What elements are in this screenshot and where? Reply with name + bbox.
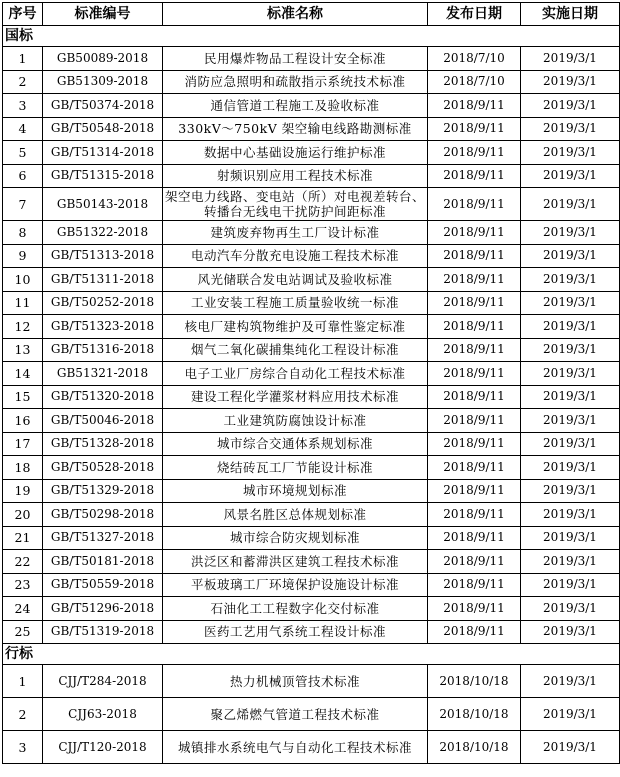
row-number: 9 xyxy=(3,244,43,268)
header-effective-date: 实施日期 xyxy=(521,3,620,26)
publish-date: 2018/9/11 xyxy=(428,385,521,409)
effective-date: 2019/3/1 xyxy=(521,573,620,597)
standard-code: GB/T50559-2018 xyxy=(43,573,163,597)
publish-date: 2018/9/11 xyxy=(428,268,521,292)
header-code: 标准编号 xyxy=(43,3,163,26)
publish-date: 2018/9/11 xyxy=(428,503,521,527)
publish-date: 2018/9/11 xyxy=(428,362,521,386)
publish-date: 2018/9/11 xyxy=(428,188,521,221)
effective-date: 2019/3/1 xyxy=(521,188,620,221)
publish-date: 2018/10/18 xyxy=(428,665,521,698)
table-row xyxy=(3,117,620,141)
publish-date: 2018/9/11 xyxy=(428,338,521,362)
effective-date: 2019/3/1 xyxy=(521,362,620,386)
effective-date: 2019/3/1 xyxy=(521,70,620,94)
row-number: 17 xyxy=(3,432,43,456)
standard-name: 通信管道工程施工及验收标准 xyxy=(163,94,428,118)
standard-name: 风光储联合发电站调试及验收标准 xyxy=(163,268,428,292)
standard-name: 城市环境规划标准 xyxy=(163,479,428,503)
standard-code: GB/T51296-2018 xyxy=(43,597,163,621)
row-number: 11 xyxy=(3,291,43,315)
standard-code: GB/T51327-2018 xyxy=(43,526,163,550)
row-number: 2 xyxy=(3,698,43,731)
row-number: 21 xyxy=(3,526,43,550)
standard-name: 架空电力线路、变电站（所）对电视差转台、转播台无线电干扰防护间距标准 xyxy=(163,188,428,221)
header-no: 序号 xyxy=(3,3,43,26)
table-row xyxy=(3,731,620,764)
publish-date: 2018/9/11 xyxy=(428,315,521,339)
standard-code: GB/T51319-2018 xyxy=(43,620,163,644)
standard-name: 射频识别应用工程技术标准 xyxy=(163,164,428,188)
row-number: 16 xyxy=(3,409,43,433)
row-number: 3 xyxy=(3,94,43,118)
table-row xyxy=(3,338,620,362)
standard-name: 聚乙烯燃气管道工程技术标准 xyxy=(163,698,428,731)
publish-date: 2018/10/18 xyxy=(428,698,521,731)
standard-name: 工业安装工程施工质量验收统一标准 xyxy=(163,291,428,315)
standard-name: 洪泛区和蓄滞洪区建筑工程技术标准 xyxy=(163,550,428,574)
table-row xyxy=(3,47,620,71)
effective-date: 2019/3/1 xyxy=(521,315,620,339)
table-row xyxy=(3,573,620,597)
effective-date: 2019/3/1 xyxy=(521,164,620,188)
standard-name: 城市综合防灾规划标准 xyxy=(163,526,428,550)
effective-date: 2019/3/1 xyxy=(521,409,620,433)
section-row xyxy=(3,644,620,665)
standard-name: 烟气二氧化碳捕集纯化工程设计标准 xyxy=(163,338,428,362)
table-row xyxy=(3,164,620,188)
standard-name: 330kV～750kV 架空输电线路勘测标准 xyxy=(163,117,428,141)
standard-name: 电动汽车分散充电设施工程技术标准 xyxy=(163,244,428,268)
table-row xyxy=(3,526,620,550)
effective-date: 2019/3/1 xyxy=(521,503,620,527)
row-number: 6 xyxy=(3,164,43,188)
section-row xyxy=(3,26,620,47)
section-title: 国标 xyxy=(3,26,620,47)
row-number: 1 xyxy=(3,665,43,698)
effective-date: 2019/3/1 xyxy=(521,268,620,292)
row-number: 10 xyxy=(3,268,43,292)
standard-code: GB/T50298-2018 xyxy=(43,503,163,527)
row-number: 24 xyxy=(3,597,43,621)
standard-code: GB/T51316-2018 xyxy=(43,338,163,362)
standard-code: GB51309-2018 xyxy=(43,70,163,94)
standard-name: 城镇排水系统电气与自动化工程技术标准 xyxy=(163,731,428,764)
row-number: 25 xyxy=(3,620,43,644)
publish-date: 2018/9/11 xyxy=(428,526,521,550)
publish-date: 2018/9/11 xyxy=(428,94,521,118)
table-row xyxy=(3,315,620,339)
row-number: 22 xyxy=(3,550,43,574)
table-body xyxy=(3,26,620,764)
effective-date: 2019/3/1 xyxy=(521,620,620,644)
standard-name: 核电厂建构筑物维护及可靠性鉴定标准 xyxy=(163,315,428,339)
table-row xyxy=(3,409,620,433)
row-number: 23 xyxy=(3,573,43,597)
standard-code: GB/T51320-2018 xyxy=(43,385,163,409)
publish-date: 2018/9/11 xyxy=(428,573,521,597)
standard-name: 城市综合交通体系规划标准 xyxy=(163,432,428,456)
publish-date: 2018/9/11 xyxy=(428,456,521,480)
effective-date: 2019/3/1 xyxy=(521,385,620,409)
standard-name: 平板玻璃工厂环境保护设施设计标准 xyxy=(163,573,428,597)
table-row xyxy=(3,70,620,94)
row-number: 20 xyxy=(3,503,43,527)
publish-date: 2018/9/11 xyxy=(428,550,521,574)
standard-code: GB/T50374-2018 xyxy=(43,94,163,118)
standard-code: CJJ/T120-2018 xyxy=(43,731,163,764)
table-row xyxy=(3,221,620,245)
table-row xyxy=(3,141,620,165)
effective-date: 2019/3/1 xyxy=(521,526,620,550)
standard-code: GB/T50548-2018 xyxy=(43,117,163,141)
publish-date: 2018/9/11 xyxy=(428,479,521,503)
standard-code: GB/T51328-2018 xyxy=(43,432,163,456)
row-number: 2 xyxy=(3,70,43,94)
publish-date: 2018/10/18 xyxy=(428,731,521,764)
publish-date: 2018/9/11 xyxy=(428,164,521,188)
publish-date: 2018/9/11 xyxy=(428,221,521,245)
row-number: 14 xyxy=(3,362,43,386)
standard-name: 电子工业厂房综合自动化工程技术标准 xyxy=(163,362,428,386)
table-row xyxy=(3,665,620,698)
table-row xyxy=(3,385,620,409)
publish-date: 2018/7/10 xyxy=(428,47,521,71)
standard-code: CJJ/T284-2018 xyxy=(43,665,163,698)
row-number: 15 xyxy=(3,385,43,409)
standard-name: 烧结砖瓦工厂节能设计标准 xyxy=(163,456,428,480)
standard-code: GB/T51314-2018 xyxy=(43,141,163,165)
effective-date: 2019/3/1 xyxy=(521,94,620,118)
publish-date: 2018/7/10 xyxy=(428,70,521,94)
table-row xyxy=(3,698,620,731)
effective-date: 2019/3/1 xyxy=(521,550,620,574)
standard-code: GB/T50528-2018 xyxy=(43,456,163,480)
header-publish-date: 发布日期 xyxy=(428,3,521,26)
standard-code: GB50089-2018 xyxy=(43,47,163,71)
row-number: 19 xyxy=(3,479,43,503)
table-row xyxy=(3,268,620,292)
header-row xyxy=(3,3,620,26)
effective-date: 2019/3/1 xyxy=(521,221,620,245)
row-number: 7 xyxy=(3,188,43,221)
row-number: 13 xyxy=(3,338,43,362)
table-row xyxy=(3,291,620,315)
publish-date: 2018/9/11 xyxy=(428,291,521,315)
row-number: 18 xyxy=(3,456,43,480)
standard-name: 数据中心基础设施运行维护标准 xyxy=(163,141,428,165)
section-title: 行标 xyxy=(3,644,620,665)
standard-name: 石油化工工程数字化交付标准 xyxy=(163,597,428,621)
table-row xyxy=(3,620,620,644)
table-row xyxy=(3,432,620,456)
effective-date: 2019/3/1 xyxy=(521,698,620,731)
row-number: 12 xyxy=(3,315,43,339)
row-number: 3 xyxy=(3,731,43,764)
effective-date: 2019/3/1 xyxy=(521,117,620,141)
effective-date: 2019/3/1 xyxy=(521,291,620,315)
table-row xyxy=(3,362,620,386)
standard-code: GB51321-2018 xyxy=(43,362,163,386)
standard-code: GB/T50252-2018 xyxy=(43,291,163,315)
standard-code: GB50143-2018 xyxy=(43,188,163,221)
publish-date: 2018/9/11 xyxy=(428,597,521,621)
table-row xyxy=(3,550,620,574)
standard-name: 消防应急照明和疏散指示系统技术标准 xyxy=(163,70,428,94)
effective-date: 2019/3/1 xyxy=(521,47,620,71)
table-row xyxy=(3,597,620,621)
effective-date: 2019/3/1 xyxy=(521,665,620,698)
publish-date: 2018/9/11 xyxy=(428,409,521,433)
table-row xyxy=(3,503,620,527)
effective-date: 2019/3/1 xyxy=(521,731,620,764)
standard-code: GB51322-2018 xyxy=(43,221,163,245)
standard-name: 医药工艺用气系统工程设计标准 xyxy=(163,620,428,644)
publish-date: 2018/9/11 xyxy=(428,620,521,644)
row-number: 4 xyxy=(3,117,43,141)
publish-date: 2018/9/11 xyxy=(428,141,521,165)
table-row xyxy=(3,244,620,268)
publish-date: 2018/9/11 xyxy=(428,244,521,268)
standard-code: GB/T51311-2018 xyxy=(43,268,163,292)
row-number: 8 xyxy=(3,221,43,245)
publish-date: 2018/9/11 xyxy=(428,432,521,456)
effective-date: 2019/3/1 xyxy=(521,338,620,362)
effective-date: 2019/3/1 xyxy=(521,479,620,503)
table-row xyxy=(3,94,620,118)
standard-name: 建设工程化学灌浆材料应用技术标准 xyxy=(163,385,428,409)
header-name: 标准名称 xyxy=(163,3,428,26)
standard-name: 民用爆炸物品工程设计安全标准 xyxy=(163,47,428,71)
standard-code: GB/T50181-2018 xyxy=(43,550,163,574)
row-number: 5 xyxy=(3,141,43,165)
effective-date: 2019/3/1 xyxy=(521,141,620,165)
standard-name: 风景名胜区总体规划标准 xyxy=(163,503,428,527)
standard-name: 工业建筑防腐蚀设计标准 xyxy=(163,409,428,433)
standard-name: 热力机械顶管技术标准 xyxy=(163,665,428,698)
standard-code: GB/T51313-2018 xyxy=(43,244,163,268)
publish-date: 2018/9/11 xyxy=(428,117,521,141)
row-number: 1 xyxy=(3,47,43,71)
standard-name: 建筑废弃物再生工厂设计标准 xyxy=(163,221,428,245)
standards-table xyxy=(2,2,620,764)
effective-date: 2019/3/1 xyxy=(521,597,620,621)
table-row xyxy=(3,479,620,503)
standard-code: CJJ63-2018 xyxy=(43,698,163,731)
standard-code: GB/T51315-2018 xyxy=(43,164,163,188)
effective-date: 2019/3/1 xyxy=(521,244,620,268)
table-row xyxy=(3,456,620,480)
effective-date: 2019/3/1 xyxy=(521,432,620,456)
standard-code: GB/T51329-2018 xyxy=(43,479,163,503)
standard-code: GB/T51323-2018 xyxy=(43,315,163,339)
table-row xyxy=(3,188,620,221)
standard-code: GB/T50046-2018 xyxy=(43,409,163,433)
effective-date: 2019/3/1 xyxy=(521,456,620,480)
